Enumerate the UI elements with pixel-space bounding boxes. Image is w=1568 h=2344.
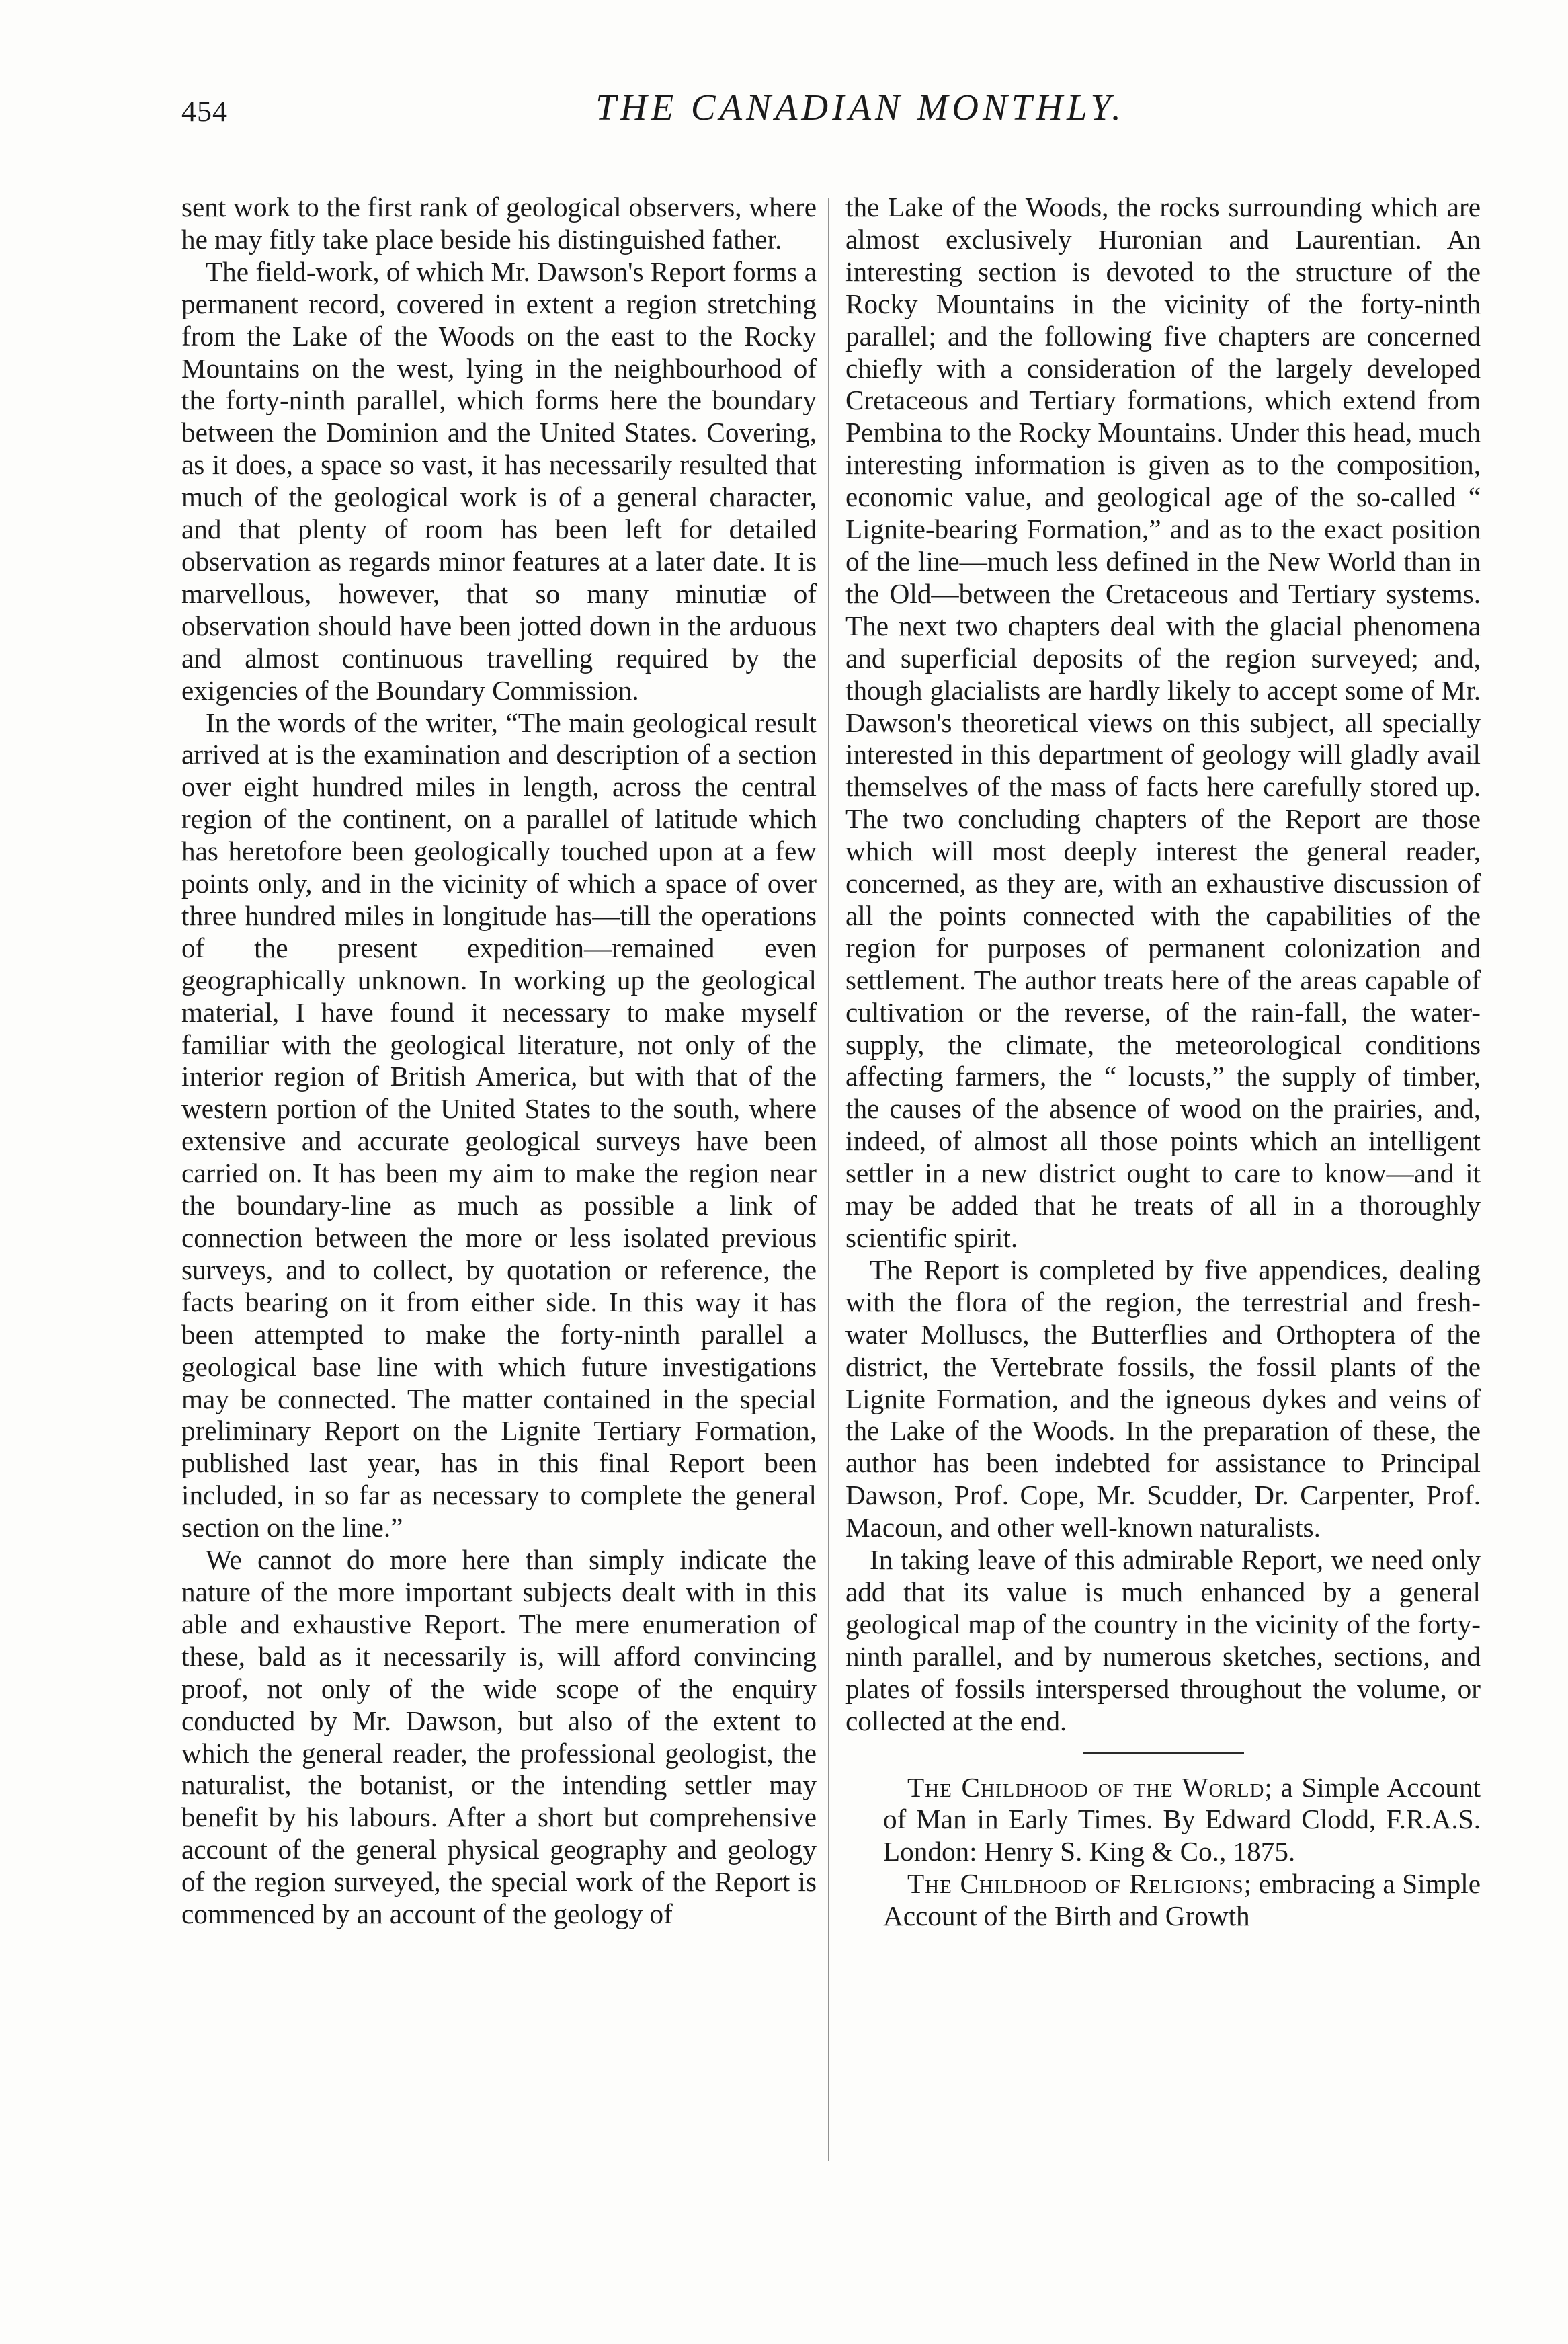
paragraph: The Report is completed by five appendices, dealing with the flora of the region, the terrestrial and fresh-water Molluscs, the Butterflies and Orthoptera of the district, the Vertebrate fossils, the fossil plants of the Lignite Formation, and the igneous dykes and veins of the Lake of the Woods. In the preparation of these, the author has been indebted for assistance to Principal Dawson, Prof. Cope, Mr. Scudder, Dr. Carpenter, Prof. Macoun, and other well-known naturalists. — [845, 1254, 1481, 1543]
book-title: The Childhood of Religions — [907, 1868, 1244, 1900]
page-number: 454 — [181, 95, 228, 128]
paragraph: We cannot do more here than simply indicate the nature of the more important subjects dealt with in this able and exhaustive Report. The mere enumeration of these, bald as it necessarily is, will afford convincing proof, not only of the wide scope of the enquiry conducted by Mr. Dawson, but also of the extent to which the general reader, the professional geologist, the naturalist, the botanist, or the intending settler may benefit by his labours. After a short but comprehensive account of the general physical geography and geology of the region surveyed, the special work of the Report is commenced by an account of the geology of — [181, 1544, 817, 1930]
book-notice — [845, 1868, 1481, 1933]
column-divider — [828, 198, 829, 2161]
paragraph: In the words of the writer, “The main geological result arrived at is the examination and description of a section over eight hundred miles in length, across the central region of the continent, on a parallel of latitude which has heretofore been geologically touched upon at a few points only, and in the vicinity of which a space of over three hundred miles in longitude has—till the operations of the present expedition—remained even geographically unknown. In working up the geological material, I have found it necessary to make myself familiar with the geological literature, not only of the interior region of British America, but with that of the western portion of the United States to the south, where extensive and accurate geological surveys have been carried on. It has been my aim to make the region near the boundary-line as much as possible a link of connection between the more or less isolated previous surveys, and to collect, by quotation or reference, the facts bearing on it from either side. In this way it has been attempted to make the forty-ninth parallel a geological base line with which future investigations may be connected. The matter contained in the special preliminary Report on the Lignite Tertiary Formation, published last year, has in this final Report been included, in so far as necessary to complete the general section on the line.” — [181, 706, 817, 1543]
paragraph: sent work to the first rank of geological observers, where he may fitly take place beside his distinguished father. — [181, 192, 817, 255]
paragraph: The field-work, of which Mr. Dawson's Report forms a permanent record, covered in extent a region stretching from the Lake of the Woods on the east to the Rocky Mountains on the west, lying in the neighbourhood of the forty-ninth parallel, which forms here the boundary between the Dominion and the United States. Covering, as it does, a space so vast, it has necessarily resulted that much of the geological work is of a general character, and that plenty of room has been left for detailed observation as regards minor features at a later date. It is marvellous, however, that so many minutiæ of observation should have been jotted down in the arduous and almost continuous travelling required by the exigencies of the Boundary Commission. — [181, 255, 817, 706]
book-title: The Childhood of the World — [907, 1771, 1265, 1803]
book-details: ; a Simple Account of Man in Early Times. By Edward Clodd, F.R.A.S. London: Henry S. King & Co., 1875. — [883, 1771, 1481, 1867]
paragraph: the Lake of the Woods, the rocks surrounding which are almost exclusively Huronian and Laurentian. An interesting section is devoted to the structure of the Rocky Mountains in the vicinity of the forty-ninth parallel; and the following five chapters are concerned chiefly with a consideration of the largely developed Cretaceous and Tertiary formations, which extend from Pembina to the Rocky Mountains. Under this head, much interesting information is given as to the composition, economic value, and geological age of the so-called “ Lignite-bearing Formation,” and as to the exact position of the line—much less defined in the New World than in the Old—between the Cretaceous and Tertiary systems. The next two chapters deal with the glacial phenomena and superficial deposits of the region surveyed; and, though glacialists are hardly likely to accept some of Mr. Dawson's theoretical views on this subject, all specially interested in this department of geology will gladly avail themselves of the mass of facts here carefully stored up. The two concluding chapters of the Report are those which will most deeply interest the general reader, concerned, as they are, with an exhaustive discussion of all the points connected with the capabilities of the region for purposes of permanent colonization and settlement. The author treats here of the areas capable of cultivation or the reverse, of the rain-fall, the water-supply, the climate, the meteorological conditions affecting farmers, the “ locusts,” the supply of timber, the causes of the absence of wood on the prairies, and, indeed, of almost all those points which an intelligent settler in a new district ought to care to know—and it may be added that he treats of all in a thoroughly scientific spirit. — [845, 192, 1481, 1253]
section-separator — [1083, 1752, 1244, 1754]
running-title: THE CANADIAN MONTHLY. — [595, 87, 1125, 128]
book-notice — [845, 1772, 1481, 1869]
book-details: ; embracing a Simple Account of the Birth and Growth — [883, 1868, 1481, 1932]
paragraph: In taking leave of this admirable Report, we need only add that its value is much enhanced by a general geological map of the country in the vicinity of the forty-ninth parallel, and by numerous sketches, sections, and plates of fossils interspersed throughout the volume, or collected at the end. — [845, 1544, 1481, 1736]
right-column — [845, 192, 1481, 1933]
left-column — [181, 192, 817, 1931]
